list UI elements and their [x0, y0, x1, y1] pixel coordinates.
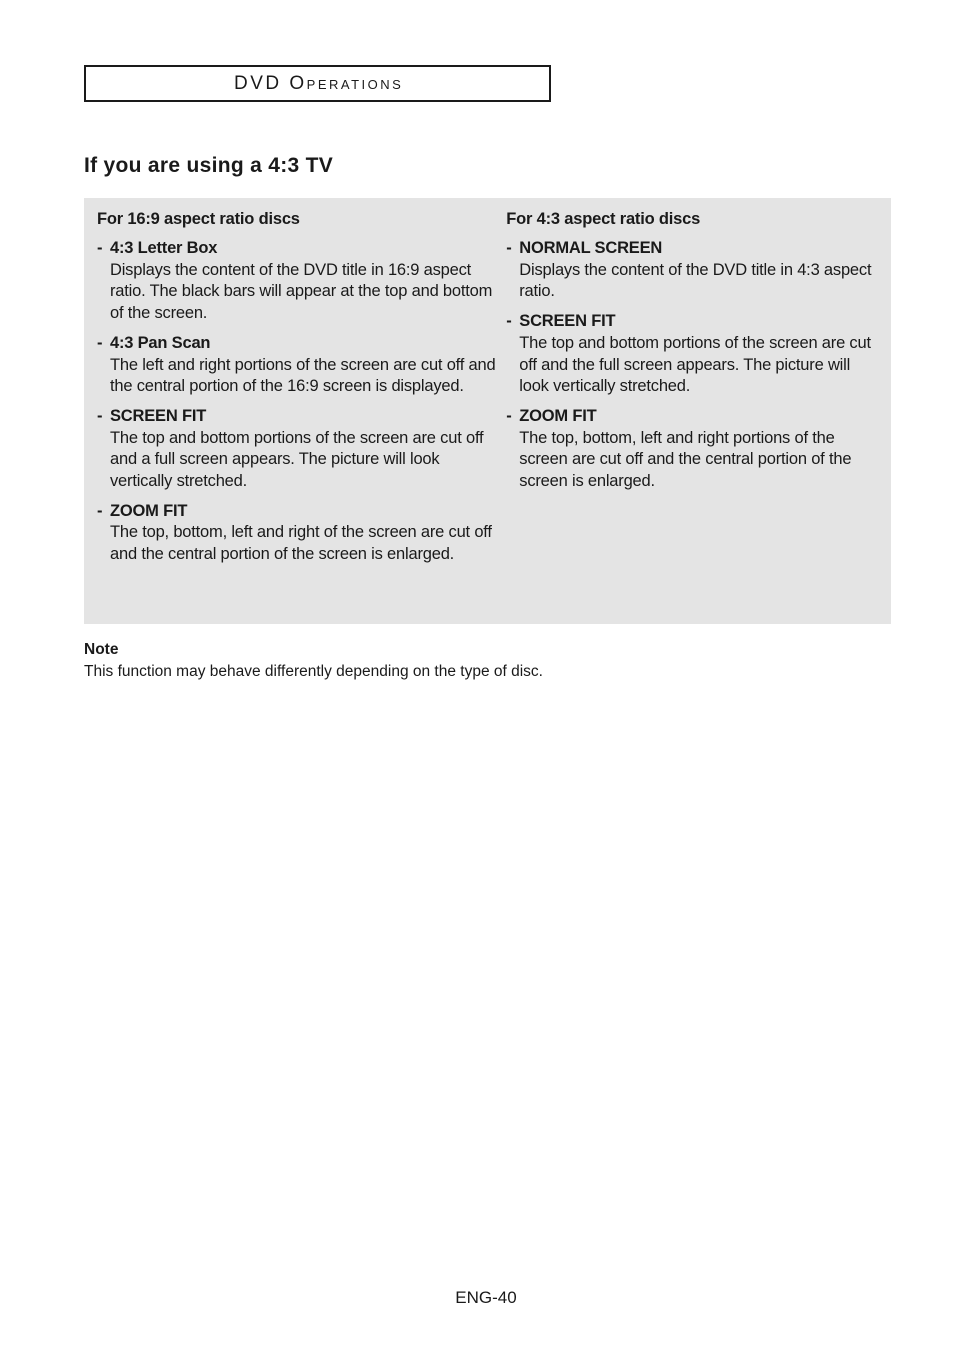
- note-label: Note: [84, 641, 119, 658]
- column-heading: For 16:9 aspect ratio discs: [97, 210, 300, 228]
- page-number: ENG-40: [455, 1288, 517, 1307]
- list-item-pan-scan: [97, 333, 496, 398]
- item-description: The top, bottom, left and right of the screen are cut off and the central portion of the screen is enlarged.: [110, 523, 492, 564]
- list-item-screen-fit: [97, 406, 496, 493]
- list-item-normal-screen: [506, 238, 878, 303]
- column-16-9-discs: [97, 208, 506, 624]
- item-description: Displays the content of the DVD title in 4:3 aspect ratio.: [519, 260, 872, 301]
- item-title: SCREEN FIT: [110, 406, 207, 425]
- item-description: The left and right portions of the screen are cut off and the central portion of the 16:9 screen is displayed.: [110, 355, 496, 396]
- note-text: This function may behave differently depending on the type of disc.: [84, 663, 543, 680]
- bullet-dash: -: [97, 406, 103, 425]
- bullet-dash: -: [97, 333, 103, 352]
- bullet-dash: -: [97, 501, 103, 520]
- column-heading: For 4:3 aspect ratio discs: [506, 210, 701, 228]
- item-title: NORMAL SCREEN: [519, 239, 663, 257]
- item-description: The top, bottom, left and right portions of the screen are cut off and the central portion of the screen is enlarged.: [519, 428, 852, 491]
- list-item-screen-fit: [506, 311, 878, 398]
- list-item-zoom-fit: [506, 406, 878, 493]
- bullet-dash: -: [506, 239, 512, 257]
- item-title: 4:3 Pan Scan: [110, 333, 211, 352]
- bullet-dash: -: [506, 406, 512, 425]
- item-description: Displays the content of the DVD title in 16:9 aspect ratio. The black bars will appear at the top and bottom of the screen.: [110, 260, 493, 323]
- item-description: The top and bottom portions of the screen are cut off and a full screen appears. The picture will look vertically stretched.: [110, 428, 484, 491]
- item-title: ZOOM FIT: [519, 406, 597, 425]
- item-title: ZOOM FIT: [110, 501, 188, 520]
- item-title: SCREEN FIT: [519, 312, 616, 331]
- column-4-3-discs: [506, 208, 878, 624]
- section-header: DVD Operations: [84, 65, 551, 102]
- bullet-dash: -: [506, 312, 512, 331]
- list-item-letter-box: [97, 238, 496, 325]
- bullet-dash: -: [97, 239, 103, 257]
- page-title: If you are using a 4:3 TV: [84, 154, 334, 177]
- list-item-zoom-fit: [97, 501, 496, 566]
- item-title: 4:3 Letter Box: [110, 239, 218, 257]
- aspect-ratio-info-box: [84, 198, 891, 624]
- item-description: The top and bottom portions of the screen are cut off and the full screen appears. The picture will look vertically stretched.: [519, 333, 871, 396]
